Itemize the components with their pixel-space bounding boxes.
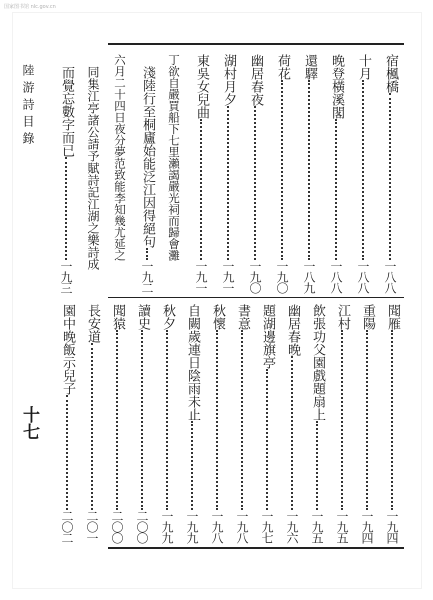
dot-leader: [141, 330, 144, 510]
entry-title: 重陽: [360, 304, 375, 330]
entry-title: 長安道: [85, 304, 100, 343]
toc-entry: [352, 54, 374, 293]
entry-title: 自闕歲連日陰雨未止: [185, 304, 200, 421]
dot-leader: [191, 421, 194, 510]
dot-leader: [166, 330, 169, 510]
dot-leader: [200, 119, 203, 260]
dot-leader: [389, 93, 392, 260]
entry-page: 一九六: [285, 510, 299, 543]
toc-entry: [217, 54, 239, 293]
dot-leader: [362, 80, 365, 260]
watermark: 国家图书馆 nlc.gov.cn: [4, 4, 56, 10]
toc-entry: [244, 54, 266, 293]
toc-entry: [281, 304, 303, 543]
page-number: 十七: [19, 406, 39, 440]
entry-page: 一九一: [221, 260, 235, 293]
entry-page: 一八九: [302, 260, 316, 293]
entry-title: 江村: [335, 304, 350, 330]
toc-entry: [56, 304, 78, 543]
toc-entry: [379, 54, 401, 293]
entry-page: 一九九: [160, 510, 174, 543]
entry-page: 一九二: [140, 260, 154, 293]
entry-title: 題湖邊旗亭: [260, 304, 275, 369]
entry-page: 二〇二: [60, 510, 74, 543]
entry-title: 淺陸行至桐廬始能泛江因得絕句: [140, 66, 155, 248]
entry-title: 荷花: [275, 54, 290, 80]
toc-entry: [298, 54, 320, 293]
dot-leader: [241, 330, 244, 510]
toc-entry-continued: [109, 54, 131, 293]
dot-leader: [227, 106, 230, 260]
entry-title: 秋懷: [210, 304, 225, 330]
entry-title: 宿楓橋: [383, 54, 398, 93]
entry-page: 一九四: [385, 510, 399, 543]
entry-title: 而覺忘數字而已: [59, 66, 74, 157]
dot-leader: [366, 330, 369, 510]
book-title: 陸游詩目錄: [21, 64, 35, 149]
dot-leader: [91, 343, 94, 510]
entry-title: 湖村月夕: [221, 54, 236, 106]
entry-title: 丁欲自嚴買船下七里瀨謁嚴光祠而歸會灘: [167, 54, 181, 261]
entry-page: 一九九: [185, 510, 199, 543]
toc-entry: [131, 304, 153, 543]
toc-entry: [231, 304, 253, 543]
toc-entry: [181, 304, 203, 543]
entry-page: 一九五: [310, 510, 324, 543]
dot-leader: [341, 330, 344, 510]
toc-entry: [106, 304, 128, 543]
entry-page: 二〇〇: [135, 510, 149, 543]
entry-page: 一九八: [235, 510, 249, 543]
toc-entry: [271, 54, 293, 293]
entry-title: 幽居春夜: [248, 54, 263, 106]
entry-page: 一九七: [260, 510, 274, 543]
toc-entry: [256, 304, 278, 543]
dot-leader: [316, 421, 319, 510]
entry-title: 幽居春晚: [285, 304, 300, 356]
entry-page: 一九三: [59, 260, 73, 293]
dot-leader: [335, 119, 338, 260]
entry-title: 六月二十四日夜分夢范致能李知幾尤延之: [113, 54, 127, 261]
toc-entry: [81, 304, 103, 543]
toc-entry: [331, 304, 353, 543]
dot-leader: [291, 356, 294, 510]
toc-entry: [136, 66, 158, 293]
entry-title: 晚登橫溪閣: [329, 54, 344, 119]
entry-page: 一九〇: [248, 260, 262, 293]
entry-title: 聞雁: [385, 304, 400, 330]
entry-page: 一九四: [360, 510, 374, 543]
entry-page: 一九五: [335, 510, 349, 543]
dot-leader: [65, 157, 68, 260]
dot-leader: [308, 80, 311, 260]
top-rule: [108, 43, 404, 45]
dot-leader: [66, 395, 69, 510]
entry-title: 飲張功父園戲題扇上: [310, 304, 325, 421]
entry-page: 二〇〇: [110, 510, 124, 543]
entry-page: 一八八: [329, 260, 343, 293]
entry-page: 一九一: [194, 260, 208, 293]
dot-leader: [391, 330, 394, 510]
bottom-rule: [108, 547, 404, 549]
entry-title: 園中晚飯示兒子: [60, 304, 75, 395]
toc-entry: [306, 304, 328, 543]
entry-title: 十月: [356, 54, 371, 80]
entry-page: 二〇一: [85, 510, 99, 543]
entry-title: 同集江亭諸公請予賦詩記江湖之樂詩成: [86, 66, 100, 270]
entry-page: 一八八: [383, 260, 397, 293]
toc-entry-continued: [82, 66, 104, 293]
dot-leader: [266, 369, 269, 510]
toc-entry: [381, 304, 403, 543]
dot-leader: [216, 330, 219, 510]
middle-rule: [108, 297, 404, 298]
toc-entry: [325, 54, 347, 293]
dot-leader: [116, 330, 119, 510]
entry-title: 還驛: [302, 54, 317, 80]
entry-title: 秋夕: [160, 304, 175, 330]
dot-leader: [254, 106, 257, 260]
toc-entry: [206, 304, 228, 543]
entry-title: 東吳女兒曲: [194, 54, 209, 119]
entry-title: 書意: [235, 304, 250, 330]
toc-entry: [356, 304, 378, 543]
toc-entry: [190, 54, 212, 293]
dot-leader: [146, 248, 149, 260]
toc-entry: [55, 66, 77, 293]
entry-page: 一九〇: [275, 260, 289, 293]
toc-entry: [156, 304, 178, 543]
dot-leader: [281, 80, 284, 260]
entry-title: 聞猿: [110, 304, 125, 330]
entry-title: 讀史: [135, 304, 150, 330]
entry-page: 一八八: [356, 260, 370, 293]
entry-page: 一九八: [210, 510, 224, 543]
toc-entry-continued: [163, 54, 185, 293]
